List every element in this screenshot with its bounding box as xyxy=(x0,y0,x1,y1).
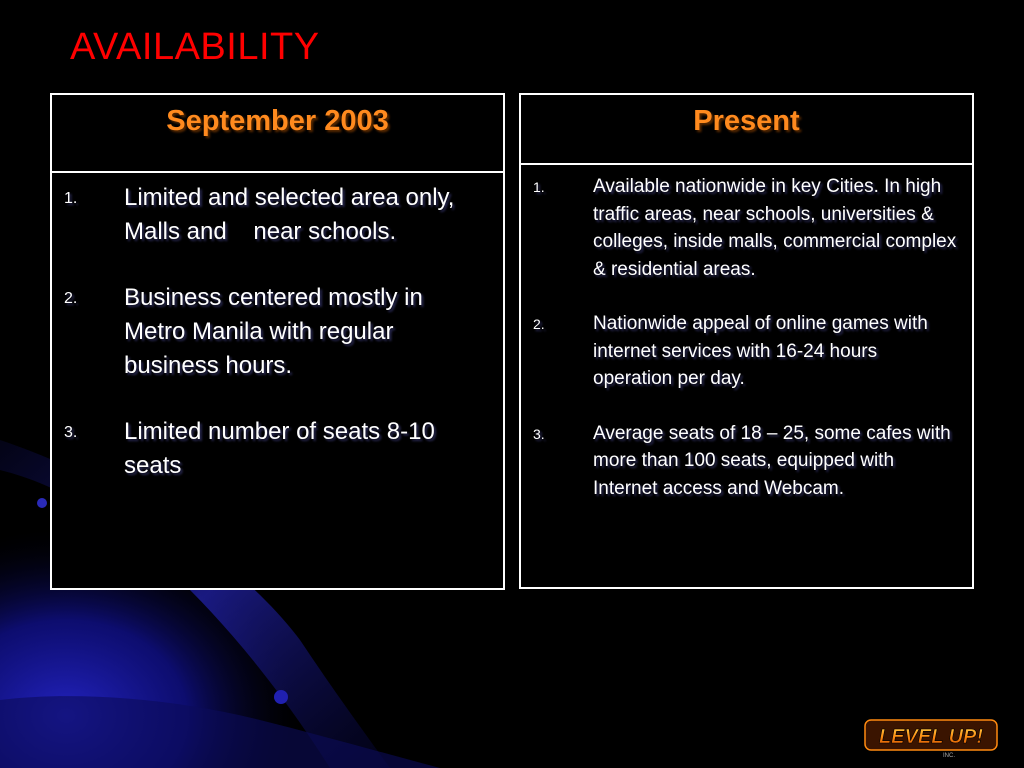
list-item xyxy=(533,173,958,283)
list-item xyxy=(533,310,958,393)
list-number: 3. xyxy=(533,425,545,442)
panel-present xyxy=(519,93,974,589)
list-number: 1. xyxy=(64,190,78,207)
list-item-text: Average seats of 18 – 25, some cafes with more than 100 seats, equipped with Internet access and Webcam. xyxy=(593,422,951,499)
panel-header-september-2003: September 2003 xyxy=(52,95,503,173)
panel-september-2003 xyxy=(50,93,505,590)
list-number: 2. xyxy=(533,316,545,332)
logo-subtext: INC. xyxy=(943,753,955,759)
list-number: 3. xyxy=(64,424,78,441)
list-number: 1. xyxy=(533,179,545,195)
list-item xyxy=(64,181,489,249)
list-item-text: Nationwide appeal of online games with internet services with 16-24 hours operation per day. xyxy=(593,313,928,389)
list-item xyxy=(533,420,958,503)
present-list xyxy=(521,165,972,502)
logo-text: LEVEL UP! xyxy=(878,726,984,748)
list-item-text: Limited number of seats 8-10 seats xyxy=(124,418,435,479)
list-item-text: Business centered mostly in Metro Manila with regular business hours. xyxy=(124,284,423,379)
list-item xyxy=(64,415,489,483)
list-item xyxy=(64,281,489,383)
swoosh-dot-bottom xyxy=(274,690,288,704)
slide-title: AVAILABILITY xyxy=(70,26,320,68)
list-item-text: Available nationwide in key Cities. In high traffic areas, near schools, universities & colleges, inside malls, commercial complex & residential areas. xyxy=(593,176,957,280)
list-number: 2. xyxy=(64,290,78,307)
september-2003-list xyxy=(52,173,503,483)
level-up-logo xyxy=(861,714,1001,760)
panel-header-present: Present xyxy=(521,95,972,165)
swoosh-dot-left xyxy=(37,498,47,508)
list-item-text: Limited and selected area only, Malls and near schools. xyxy=(124,184,462,245)
